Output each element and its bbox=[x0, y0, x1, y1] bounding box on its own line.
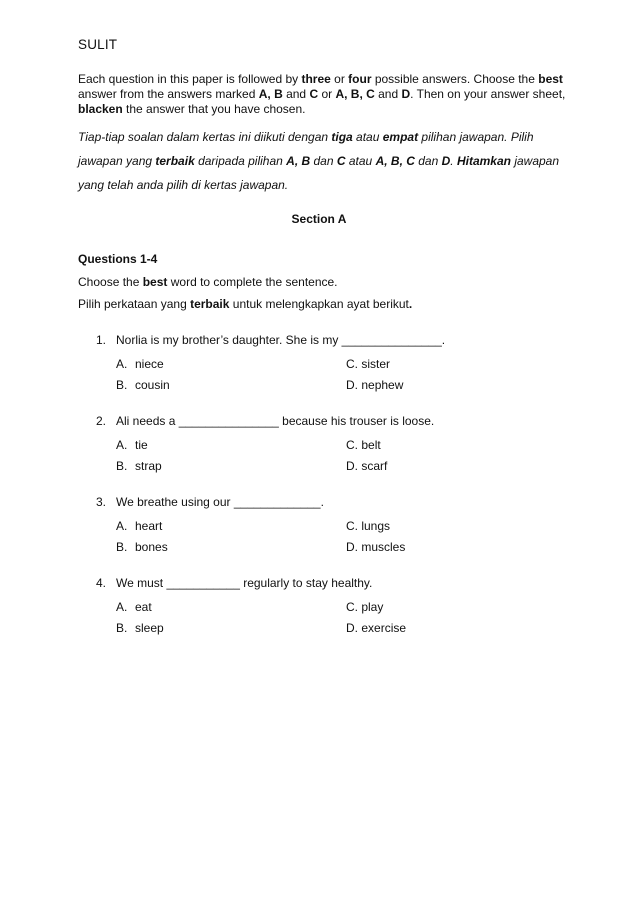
option-d bbox=[346, 378, 403, 392]
option-b bbox=[116, 459, 162, 473]
option-c bbox=[346, 357, 390, 371]
option-text: lungs bbox=[361, 519, 391, 533]
option-letter: C. bbox=[346, 438, 358, 452]
question-number: 2. bbox=[96, 414, 107, 428]
option-text: tie bbox=[135, 438, 148, 452]
option-letter: B. bbox=[116, 621, 128, 635]
option-d bbox=[346, 621, 406, 635]
instructions-english: Each question in this paper is followed by three or four possible answers. Choose the best answer from the answers marked A, B and C or A, B, C and D. Then on your answer sheet, blacken the answer that you have chosen. bbox=[78, 72, 566, 116]
question-stem: We must ___________ regularly to stay healthy. bbox=[116, 576, 373, 590]
question-item bbox=[96, 333, 516, 393]
option-letter: A. bbox=[116, 438, 128, 452]
option-letter: D. bbox=[346, 459, 358, 473]
option-letter: A. bbox=[116, 600, 128, 614]
option-letter: C. bbox=[346, 519, 358, 533]
question-number: 1. bbox=[96, 333, 107, 347]
option-letter: C. bbox=[346, 357, 358, 371]
option-text: belt bbox=[361, 438, 381, 452]
page-header-label: SULIT bbox=[78, 37, 118, 52]
question-stem: We breathe using our _____________. bbox=[116, 495, 324, 509]
option-text: bones bbox=[135, 540, 168, 554]
option-text: exercise bbox=[361, 621, 407, 635]
option-text: strap bbox=[135, 459, 162, 473]
option-letter: D. bbox=[346, 621, 358, 635]
option-d bbox=[346, 540, 405, 554]
option-text: scarf bbox=[361, 459, 388, 473]
question-item bbox=[96, 576, 516, 636]
option-letter: A. bbox=[116, 357, 128, 371]
option-text: play bbox=[361, 600, 384, 614]
question-stem: Norlia is my brother’s daughter. She is my _______________. bbox=[116, 333, 446, 347]
question-number: 3. bbox=[96, 495, 107, 509]
instructions-malay: Tiap-tiap soalan dalam kertas ini diikuti dengan tiga atau empat pilihan jawapan. Pilih jawapan yang terbaik daripada pilihan A, B dan C atau A, B, C dan D. Hitamkan jawapan yang telah anda pilih di kertas jawapan. bbox=[78, 130, 560, 192]
option-text: nephew bbox=[361, 378, 404, 392]
option-text: niece bbox=[135, 357, 164, 371]
option-text: cousin bbox=[135, 378, 170, 392]
option-c bbox=[346, 600, 383, 614]
question-stem: Ali needs a _______________ because his trouser is loose. bbox=[116, 414, 435, 428]
option-a bbox=[116, 519, 162, 533]
option-d bbox=[346, 459, 387, 473]
option-letter: B. bbox=[116, 540, 128, 554]
option-letter: D. bbox=[346, 378, 358, 392]
option-text: sleep bbox=[135, 621, 164, 635]
option-letter: D. bbox=[346, 540, 358, 554]
option-b bbox=[116, 621, 164, 635]
questions-heading: Questions 1-4 bbox=[78, 252, 158, 266]
option-b bbox=[116, 378, 170, 392]
option-a bbox=[116, 600, 152, 614]
option-letter: A. bbox=[116, 519, 128, 533]
option-c bbox=[346, 438, 381, 452]
question-item bbox=[96, 414, 516, 474]
question-instruction-malay: Pilih perkataan yang terbaik untuk melengkapkan ayat berikut. bbox=[78, 297, 413, 311]
option-letter: C. bbox=[346, 600, 358, 614]
option-text: heart bbox=[135, 519, 163, 533]
option-b bbox=[116, 540, 168, 554]
option-a bbox=[116, 438, 148, 452]
question-instruction-english: Choose the best word to complete the sentence. bbox=[78, 275, 338, 289]
question-number: 4. bbox=[96, 576, 107, 590]
option-letter: B. bbox=[116, 459, 128, 473]
option-letter: B. bbox=[116, 378, 128, 392]
question-item bbox=[96, 495, 516, 555]
section-title: Section A bbox=[291, 212, 347, 226]
option-text: sister bbox=[361, 357, 391, 371]
option-a bbox=[116, 357, 164, 371]
option-c bbox=[346, 519, 390, 533]
option-text: muscles bbox=[361, 540, 406, 554]
option-text: eat bbox=[135, 600, 152, 614]
